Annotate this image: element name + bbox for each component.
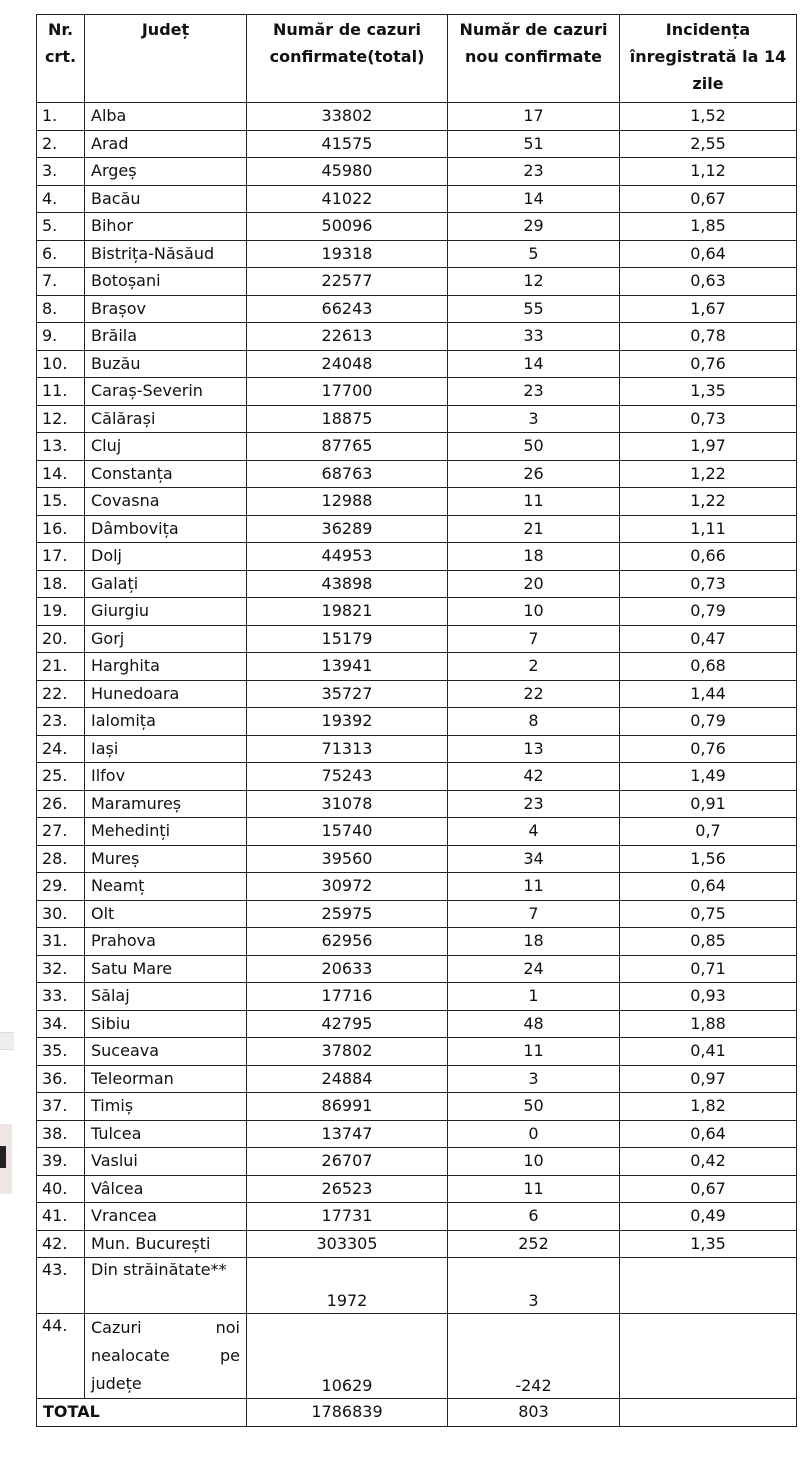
county-name: Arad [85,130,247,158]
county-name: Dolj [85,543,247,571]
incidence-14-days: 0,64 [620,1120,797,1148]
header-incidence: Incidența înregistrată la 14 zile [620,15,797,103]
row-number: 29. [37,873,85,901]
row-number: 28. [37,845,85,873]
new-cases: 8 [448,708,620,736]
row-number: 15. [37,488,85,516]
incidence-14-days: 0,75 [620,900,797,928]
table-row [37,103,797,131]
table-row [37,1010,797,1038]
table-row [37,900,797,928]
county-name: Mureș [85,845,247,873]
table-row [37,158,797,186]
row-number: 34. [37,1010,85,1038]
county-name: Neamț [85,873,247,901]
total-cases: 15740 [247,818,448,846]
new-cases: 17 [448,103,620,131]
new-cases: 3 [448,1065,620,1093]
table-row [37,625,797,653]
total-cases: 41022 [247,185,448,213]
county-name: Gorj [85,625,247,653]
new-cases: 29 [448,213,620,241]
new-cases: 252 [448,1230,620,1258]
county-name: Sibiu [85,1010,247,1038]
new-cases: 48 [448,1010,620,1038]
county-name: Vrancea [85,1203,247,1231]
county-name: Botoșani [85,268,247,296]
background-fragment-bar [0,1032,14,1050]
total-cases: 24048 [247,350,448,378]
incidence-14-days: 0,71 [620,955,797,983]
row-number: 25. [37,763,85,791]
total-cases: 18875 [247,405,448,433]
row-number: 17. [37,543,85,571]
table-row [37,543,797,571]
incidence-14-days: 0,41 [620,1038,797,1066]
total-cases: 303305 [247,1230,448,1258]
new-cases: 23 [448,158,620,186]
row-number: 19. [37,598,85,626]
county-name: Din străinătate** [85,1258,247,1314]
new-cases: 50 [448,1093,620,1121]
incidence-14-days: 0,79 [620,598,797,626]
table-row [37,708,797,736]
table-row [37,323,797,351]
new-cases-sum: 803 [448,1399,620,1427]
total-cases: 17731 [247,1203,448,1231]
county-name: Argeș [85,158,247,186]
incidence-14-days: 1,11 [620,515,797,543]
table-row [37,1065,797,1093]
incidence-14-days: 0,85 [620,928,797,956]
table-row [37,570,797,598]
incidence-14-days [620,1314,797,1399]
row-number: 14. [37,460,85,488]
table-row [37,295,797,323]
row-number: 11. [37,378,85,406]
county-name: Hunedoara [85,680,247,708]
total-cases: 50096 [247,213,448,241]
row-number: 30. [37,900,85,928]
county-name: Prahova [85,928,247,956]
incidence-14-days: 1,52 [620,103,797,131]
table-row [37,1093,797,1121]
header-nr: Nr. crt. [37,15,85,103]
new-cases: 11 [448,1175,620,1203]
table-row [37,1120,797,1148]
county-name: Teleorman [85,1065,247,1093]
incidence-14-days: 1,85 [620,213,797,241]
row-number: 39. [37,1148,85,1176]
row-number: 18. [37,570,85,598]
new-cases: 55 [448,295,620,323]
county-name: Mehedinți [85,818,247,846]
total-cases: 20633 [247,955,448,983]
total-cases: 19392 [247,708,448,736]
total-cases: 13747 [247,1120,448,1148]
new-cases: 24 [448,955,620,983]
table-row [37,845,797,873]
incidence-14-days: 1,35 [620,378,797,406]
header-new-cases: Număr de cazuri nou confirmate [448,15,620,103]
new-cases: 23 [448,378,620,406]
table-row [37,653,797,681]
incidence-14-days: 1,56 [620,845,797,873]
row-number: 7. [37,268,85,296]
row-number: 8. [37,295,85,323]
total-cases: 44953 [247,543,448,571]
incidence-14-days: 0,91 [620,790,797,818]
new-cases: 51 [448,130,620,158]
table-row [37,1175,797,1203]
total-cases: 42795 [247,1010,448,1038]
header-total-cases: Număr de cazuri confirmate(total) [247,15,448,103]
row-number: 26. [37,790,85,818]
total-cases: 15179 [247,625,448,653]
total-cases: 31078 [247,790,448,818]
county-name: Ialomița [85,708,247,736]
new-cases: 26 [448,460,620,488]
table-row [37,680,797,708]
row-number: 31. [37,928,85,956]
row-number: 6. [37,240,85,268]
incidence-14-days: 0,67 [620,185,797,213]
row-number: 22. [37,680,85,708]
new-cases: 34 [448,845,620,873]
total-cases: 37802 [247,1038,448,1066]
total-cases: 17700 [247,378,448,406]
incidence-14-days: 0,97 [620,1065,797,1093]
county-name: Timiș [85,1093,247,1121]
new-cases: 3 [448,405,620,433]
incidence-14-days: 0,7 [620,818,797,846]
row-number: 37. [37,1093,85,1121]
county-name: Dâmbovița [85,515,247,543]
new-cases: 14 [448,350,620,378]
total-cases-sum: 1786839 [247,1399,448,1427]
incidence-14-days: 0,64 [620,873,797,901]
row-number: 35. [37,1038,85,1066]
incidence-14-days: 1,82 [620,1093,797,1121]
new-cases: 13 [448,735,620,763]
total-cases: 66243 [247,295,448,323]
new-cases: 42 [448,763,620,791]
county-name: Buzău [85,350,247,378]
row-number: 41. [37,1203,85,1231]
incidence-14-days: 0,64 [620,240,797,268]
total-cases: 19821 [247,598,448,626]
new-cases: 11 [448,488,620,516]
new-cases: 18 [448,928,620,956]
total-cases: 26707 [247,1148,448,1176]
incidence-14-days: 1,12 [620,158,797,186]
incidence-14-days: 0,93 [620,983,797,1011]
new-cases: 10 [448,598,620,626]
table-row [37,433,797,461]
incidence-14-days: 0,68 [620,653,797,681]
row-number: 12. [37,405,85,433]
table-row [37,213,797,241]
total-cases: 39560 [247,845,448,873]
row-number: 43. [37,1258,85,1314]
new-cases: 20 [448,570,620,598]
row-number: 42. [37,1230,85,1258]
table-row [37,818,797,846]
county-name: Cazuri noi nealocate pe județe [85,1314,247,1399]
county-name: Brăila [85,323,247,351]
county-name: Alba [85,103,247,131]
row-number: 40. [37,1175,85,1203]
table-row [37,1203,797,1231]
county-name: Satu Mare [85,955,247,983]
incidence-14-days: 0,73 [620,405,797,433]
county-name: Cluj [85,433,247,461]
header-row [37,15,797,103]
incidence-14-days [620,1258,797,1314]
table-row [37,130,797,158]
row-number: 23. [37,708,85,736]
background-fragment-block [0,1124,12,1194]
table-row [37,735,797,763]
total-cases: 10629 [247,1314,448,1399]
new-cases: 3 [448,1258,620,1314]
incidence-14-days: 0,47 [620,625,797,653]
row-number: 27. [37,818,85,846]
total-cases: 87765 [247,433,448,461]
county-name: Giurgiu [85,598,247,626]
new-cases: 23 [448,790,620,818]
incidence-14-days: 1,22 [620,460,797,488]
incidence-14-days: 1,49 [620,763,797,791]
new-cases: 5 [448,240,620,268]
total-cases: 26523 [247,1175,448,1203]
new-cases: 7 [448,900,620,928]
incidence-14-days: 1,35 [620,1230,797,1258]
table-row [37,185,797,213]
new-cases: 1 [448,983,620,1011]
new-cases: 12 [448,268,620,296]
county-name: Maramureș [85,790,247,818]
row-number: 13. [37,433,85,461]
new-cases: 0 [448,1120,620,1148]
incidence-14-days: 0,49 [620,1203,797,1231]
total-cases: 25975 [247,900,448,928]
county-name: Bacău [85,185,247,213]
row-number: 32. [37,955,85,983]
new-cases: 2 [448,653,620,681]
new-cases: 33 [448,323,620,351]
new-cases: 14 [448,185,620,213]
county-name: Vâlcea [85,1175,247,1203]
new-cases: 4 [448,818,620,846]
new-cases: -242 [448,1314,620,1399]
row-number: 5. [37,213,85,241]
total-cases: 1972 [247,1258,448,1314]
total-cases: 86991 [247,1093,448,1121]
row-number: 36. [37,1065,85,1093]
total-cases: 45980 [247,158,448,186]
county-name: Ilfov [85,763,247,791]
row-number: 10. [37,350,85,378]
total-cases: 36289 [247,515,448,543]
new-cases: 10 [448,1148,620,1176]
table-body [37,103,797,1427]
total-cases: 30972 [247,873,448,901]
total-row [37,1399,797,1427]
table-row [37,460,797,488]
total-cases: 12988 [247,488,448,516]
total-cases: 75243 [247,763,448,791]
incidence-14-days: 0,76 [620,735,797,763]
table-row [37,983,797,1011]
total-cases: 35727 [247,680,448,708]
table-row [37,955,797,983]
table-row [37,488,797,516]
new-cases: 21 [448,515,620,543]
county-name: Bistrița-Năsăud [85,240,247,268]
incidence-14-days: 0,79 [620,708,797,736]
table-row [37,515,797,543]
incidence-14-days: 0,66 [620,543,797,571]
row-number: 38. [37,1120,85,1148]
new-cases: 22 [448,680,620,708]
county-name: Mun. București [85,1230,247,1258]
county-name: Harghita [85,653,247,681]
total-cases: 22577 [247,268,448,296]
row-number: 24. [37,735,85,763]
total-cases: 22613 [247,323,448,351]
county-name: Olt [85,900,247,928]
incidence-14-days: 1,67 [620,295,797,323]
row-number: 20. [37,625,85,653]
row-number: 33. [37,983,85,1011]
total-cases: 17716 [247,983,448,1011]
incidence-14-days: 0,76 [620,350,797,378]
county-name: Brașov [85,295,247,323]
incidence-14-days: 0,73 [620,570,797,598]
county-name: Sălaj [85,983,247,1011]
incidence-14-days: 0,78 [620,323,797,351]
county-name: Bihor [85,213,247,241]
table-row [37,405,797,433]
header-judet: Județ [85,15,247,103]
table-row [37,350,797,378]
county-name: Caraș-Severin [85,378,247,406]
county-name: Suceava [85,1038,247,1066]
county-name: Vaslui [85,1148,247,1176]
total-cases: 68763 [247,460,448,488]
table-row [37,378,797,406]
row-number: 1. [37,103,85,131]
new-cases: 18 [448,543,620,571]
table-row [37,873,797,901]
row-number: 21. [37,653,85,681]
total-cases: 33802 [247,103,448,131]
total-cases: 24884 [247,1065,448,1093]
new-cases: 6 [448,1203,620,1231]
row-number: 3. [37,158,85,186]
table-row [37,790,797,818]
row-number: 9. [37,323,85,351]
table-row [37,240,797,268]
new-cases: 11 [448,873,620,901]
incidence-14-days: 1,44 [620,680,797,708]
incidence-14-days: 1,88 [620,1010,797,1038]
table-row [37,1230,797,1258]
total-cases: 43898 [247,570,448,598]
row-number: 4. [37,185,85,213]
total-cases: 41575 [247,130,448,158]
incidence-14-days: 1,22 [620,488,797,516]
county-name: Iași [85,735,247,763]
table-row [37,598,797,626]
county-name: Galați [85,570,247,598]
incidence-14-days: 0,42 [620,1148,797,1176]
covid-cases-table [36,14,797,1427]
incidence-14-days: 2,55 [620,130,797,158]
incidence-14-days: 1,97 [620,433,797,461]
table-row [37,268,797,296]
table-row [37,928,797,956]
total-cases: 62956 [247,928,448,956]
total-cases: 71313 [247,735,448,763]
row-number: 16. [37,515,85,543]
table-row-special [37,1314,797,1399]
county-name: Constanța [85,460,247,488]
table-row [37,763,797,791]
table-row [37,1148,797,1176]
county-name: Călărași [85,405,247,433]
county-name: Covasna [85,488,247,516]
incidence-14-days: 0,67 [620,1175,797,1203]
total-label: TOTAL [37,1399,247,1427]
table-row-special [37,1258,797,1314]
row-number: 2. [37,130,85,158]
incidence-14-days: 0,63 [620,268,797,296]
table-row [37,1038,797,1066]
row-number: 44. [37,1314,85,1399]
total-cases: 19318 [247,240,448,268]
total-cases: 13941 [247,653,448,681]
background-fragment-text [0,1097,12,1113]
new-cases: 11 [448,1038,620,1066]
new-cases: 7 [448,625,620,653]
county-name: Tulcea [85,1120,247,1148]
new-cases: 50 [448,433,620,461]
incidence-total [620,1399,797,1427]
